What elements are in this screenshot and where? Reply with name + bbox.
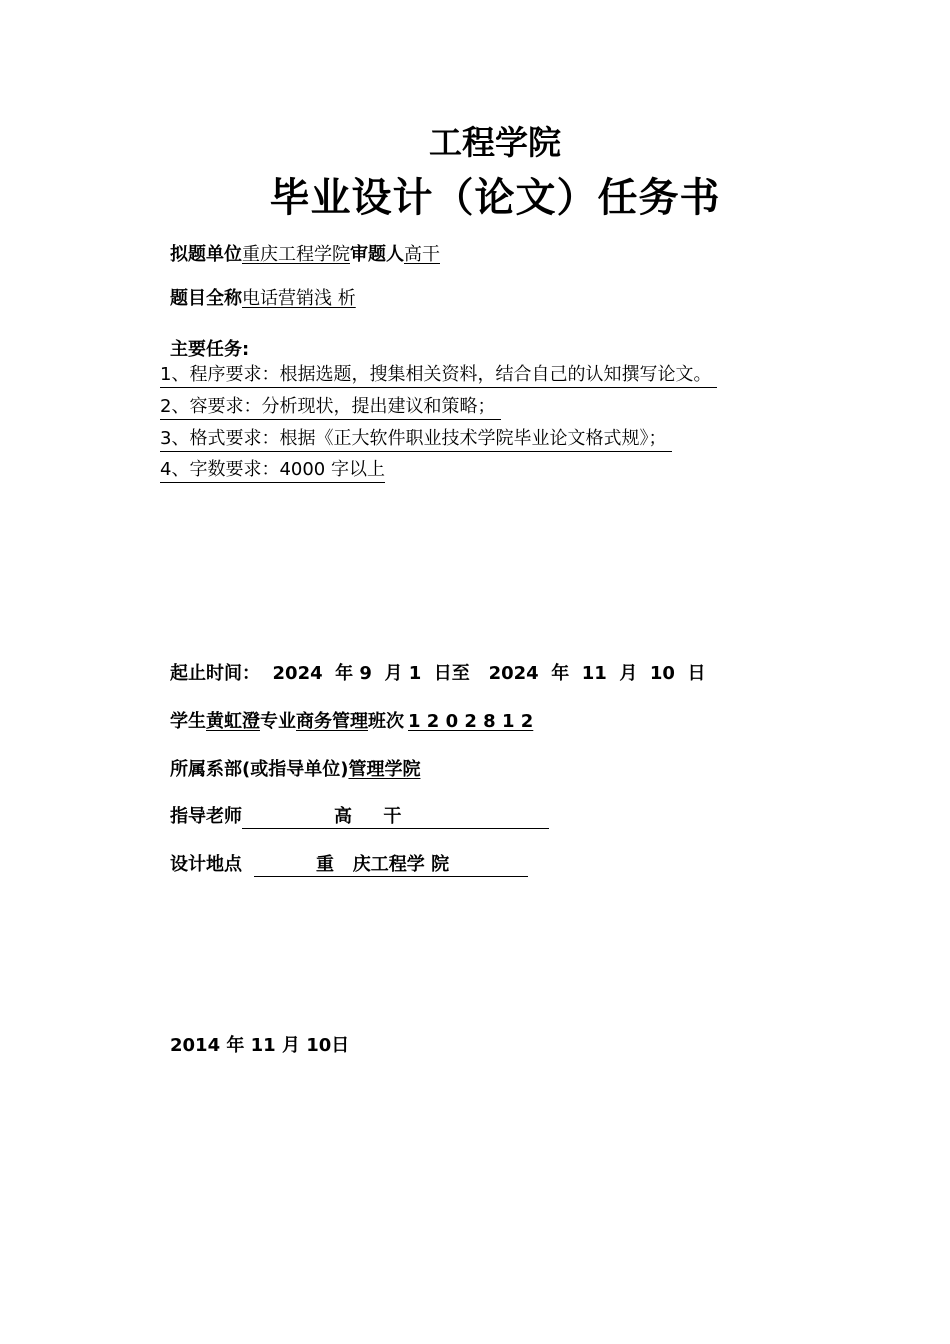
advisor-label: 指导老师 [170,806,242,827]
class-value: 1 2 0 2 8 1 2 [408,711,534,732]
tasks-label: 主要任务: [170,339,250,360]
advisor-line [170,802,549,829]
task-item-3: 3、格式要求：根据《正大软件职业技术学院毕业论文格式规》； [160,424,672,452]
student-value: 黄虹澄 [206,711,260,732]
topic-label: 题目全称 [170,288,242,309]
unit-value: 重庆工程学院 [242,244,350,265]
student-label: 学生 [170,711,206,732]
dept-line [170,755,420,781]
class-label: 班次 [368,711,404,732]
document-title: 毕业设计（论文）任务书 [269,175,721,221]
dept-label: 所属系部(或指导单位) [170,759,349,780]
location-value: 重 庆工程学 院 [254,850,528,877]
topic-line [170,284,356,310]
task-item-1: 1、程序要求：根据选题，搜集相关资料，结合自己的认知撰写论文。 [160,360,717,388]
unit-reviewer-line [170,240,440,266]
student-line [170,707,535,733]
period-line: 起止时间： 2024 年 9 月 1 日至 2024 年 11 月 10 日 [170,663,706,684]
task-item-2: 2、容要求：分析现状，提出建议和策略； [160,392,501,420]
advisor-value: 高 干 [242,802,549,829]
unit-label: 拟题单位 [170,244,242,265]
location-label: 设计地点 [170,854,242,875]
document-date: 2014 年 11 月 10日 [170,1035,350,1056]
major-label: 专业 [260,711,296,732]
topic-value: 电话营销浅 析 [242,288,356,309]
major-value: 商务管理 [296,711,368,732]
school-name: 工程学院 [429,123,561,162]
reviewer-label: 审题人 [350,244,404,265]
reviewer-value: 高干 [404,244,440,265]
task-item-4: 4、字数要求：4000 字以上 [160,455,385,483]
dept-value: 管理学院 [348,759,421,780]
location-line [170,850,528,877]
